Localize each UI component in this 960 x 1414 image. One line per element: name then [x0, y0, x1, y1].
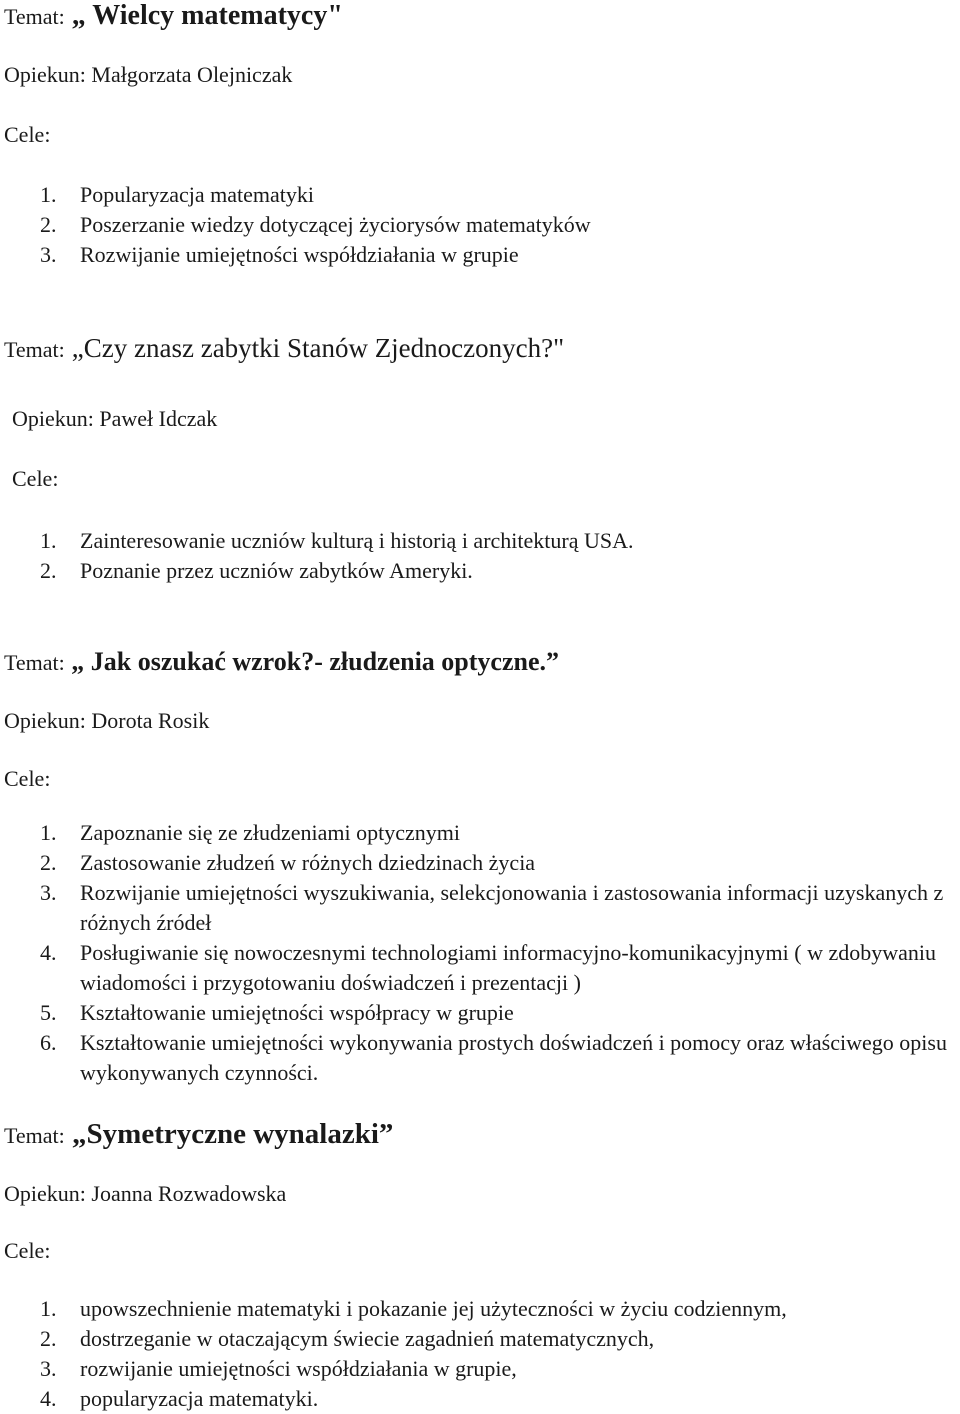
- list-text: Zainteresowanie uczniów kulturą i historią i architekturą USA.: [80, 528, 634, 553]
- list-item: [0, 818, 960, 848]
- list-item: [0, 1028, 960, 1088]
- list-item: [0, 938, 960, 998]
- list-number: 2.: [40, 212, 57, 237]
- opiekun-line: [4, 1181, 286, 1207]
- list-text: Rozwijanie umiejętności współdziałania w grupie: [80, 242, 519, 267]
- list-text: Kształtowanie umiejętności współpracy w grupie: [80, 1000, 514, 1025]
- list-item: [0, 526, 960, 556]
- temat-heading: [4, 332, 564, 366]
- list-item: [0, 998, 960, 1028]
- list-number: 2.: [40, 558, 57, 583]
- cele-label: Cele:: [12, 466, 59, 491]
- goals-list: [0, 1294, 960, 1414]
- opiekun-value: Dorota Rosik: [91, 708, 210, 733]
- list-text: Zastosowanie złudzeń w różnych dziedzinach życia: [80, 850, 536, 875]
- list-item: [0, 240, 960, 270]
- goals-list: [0, 818, 960, 1088]
- list-text: Kształtowanie umiejętności wykonywania prostych doświadczeń i pomocy oraz właściwego opisu wykonywanych czynności.: [80, 1030, 947, 1085]
- list-number: 3.: [40, 880, 57, 905]
- temat-value: „ Jak oszukać wzrok?- złudzenia optyczne.”: [71, 647, 560, 676]
- cele-label: Cele:: [4, 122, 51, 147]
- opiekun-value: Paweł Idczak: [99, 406, 218, 431]
- opiekun-label: Opiekun:: [4, 1181, 86, 1206]
- opiekun-line: [4, 708, 209, 734]
- opiekun-label: Opiekun:: [12, 406, 94, 431]
- list-item: [0, 878, 960, 938]
- list-number: 1.: [40, 182, 57, 207]
- list-number: 6.: [40, 1030, 57, 1055]
- list-item: [0, 180, 960, 210]
- temat-label: Temat:: [4, 4, 65, 29]
- list-item: [0, 848, 960, 878]
- goals-list: [0, 180, 960, 270]
- temat-value: „ Wielcy matematycy": [71, 0, 343, 31]
- list-text: rozwijanie umiejętności współdziałania w grupie,: [80, 1356, 517, 1381]
- list-item: [0, 1294, 960, 1324]
- list-item: [0, 1354, 960, 1384]
- temat-value: „Czy znasz zabytki Stanów Zjednoczonych?": [71, 333, 565, 363]
- goals-list: [0, 526, 960, 586]
- temat-value: „Symetryczne wynalazki”: [72, 1118, 394, 1150]
- list-text: Rozwijanie umiejętności wyszukiwania, selekcjonowania i zastosowania informacji uzyskanych z różnych źródeł: [80, 880, 944, 935]
- list-number: 1.: [40, 528, 57, 553]
- opiekun-line: [12, 406, 217, 432]
- temat-heading: [4, 0, 343, 33]
- list-item: [0, 210, 960, 240]
- list-number: 3.: [40, 1356, 57, 1381]
- temat-heading: [4, 1118, 393, 1152]
- list-number: 1.: [40, 820, 57, 845]
- list-number: 2.: [40, 1326, 57, 1351]
- list-number: 5.: [40, 1000, 57, 1025]
- opiekun-value: Małgorzata Olejniczak: [91, 62, 293, 87]
- list-text: Poszerzanie wiedzy dotyczącej życiorysów matematyków: [80, 212, 591, 237]
- temat-heading: [4, 646, 559, 679]
- list-item: [0, 556, 960, 586]
- opiekun-label: Opiekun:: [4, 62, 86, 87]
- list-text: Zapoznanie się ze złudzeniami optycznymi: [80, 820, 460, 845]
- list-number: 2.: [40, 850, 57, 875]
- list-number: 3.: [40, 242, 57, 267]
- cele-label: Cele:: [4, 766, 51, 791]
- list-number: 4.: [40, 940, 57, 965]
- opiekun-value: Joanna Rozwadowska: [91, 1181, 287, 1206]
- list-text: Posługiwanie się nowoczesnymi technologiami informacyjno-komunikacyjnymi ( w zdobywaniu wiadomości i przygotowaniu doświadczeń i prezentacji ): [80, 940, 936, 995]
- temat-label: Temat:: [4, 1123, 65, 1148]
- opiekun-line: [4, 62, 292, 88]
- opiekun-label: Opiekun:: [4, 708, 86, 733]
- list-text: Poznanie przez uczniów zabytków Ameryki.: [80, 558, 473, 583]
- list-item: [0, 1324, 960, 1354]
- list-number: 4.: [40, 1386, 57, 1411]
- cele-label: Cele:: [4, 1238, 51, 1263]
- list-text: popularyzacja matematyki.: [80, 1386, 319, 1411]
- temat-label: Temat:: [4, 337, 65, 362]
- list-item: [0, 1384, 960, 1414]
- list-number: 1.: [40, 1296, 57, 1321]
- list-text: upowszechnienie matematyki i pokazanie jej użyteczności w życiu codziennym,: [80, 1296, 787, 1321]
- temat-label: Temat:: [4, 650, 65, 675]
- list-text: dostrzeganie w otaczającym świecie zagadnień matematycznych,: [80, 1326, 655, 1351]
- list-text: Popularyzacja matematyki: [80, 182, 314, 207]
